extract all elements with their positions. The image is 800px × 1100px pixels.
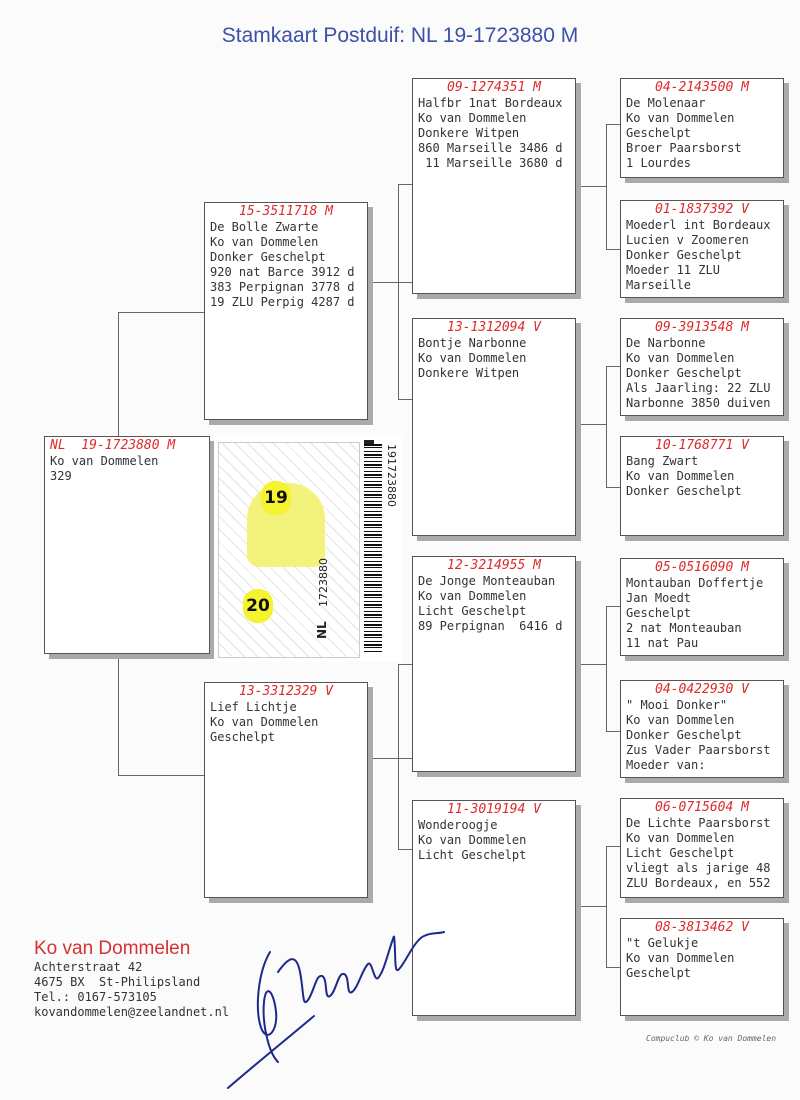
card-line: Als Jaarling: 22 ZLU (626, 381, 771, 395)
pigeon-card-ff-mother (620, 200, 784, 298)
card-line: Geschelpt (626, 606, 692, 620)
pigeon-card-mm-father (620, 798, 784, 898)
ring-year-right: 19 (261, 481, 291, 515)
pigeon-card-mm-mother (620, 918, 784, 1016)
card-line: Marseille (626, 278, 692, 292)
card-line: Lucien v Zoomeren (626, 233, 749, 247)
card-line: 860 Marseille 3486 d (418, 141, 563, 155)
breeder-email: kovandommelen@zeelandnet.nl (34, 1005, 230, 1019)
card-line: Ko van Dommelen (418, 351, 527, 365)
card-line: 2 nat Monteauban (626, 621, 742, 635)
signature (218, 912, 454, 1092)
card-line: "t Gelukje (626, 936, 699, 950)
ring-id: 12-3214955 M (447, 558, 541, 573)
card-line: Donkere Witpen (418, 126, 520, 140)
pigeon-card-father-mother (412, 318, 576, 536)
ring-id: 04-2143500 M (655, 80, 749, 95)
card-line: Geschelpt (626, 126, 692, 140)
ring-id: 06-0715604 M (655, 800, 749, 815)
barcode (364, 444, 382, 654)
card-line: 11 nat Pau (626, 636, 699, 650)
card-line: Licht Geschelpt (626, 846, 735, 860)
card-line: Licht Geschelpt (418, 848, 527, 862)
pigeon-card-mf-mother (620, 680, 784, 778)
card-line: Narbonne 3850 duiven (626, 396, 771, 410)
ring-id: 01-1837392 V (655, 202, 749, 217)
card-line: De Molenaar (626, 96, 706, 110)
card-line: 920 nat Barce 3912 d (210, 265, 355, 279)
card-line: Ko van Dommelen (626, 351, 735, 365)
card-line: Jan Moedt (626, 591, 692, 605)
card-line: Ko van Dommelen (418, 589, 527, 603)
card-line: 383 Perpignan 3778 d (210, 280, 355, 294)
card-line: Ko van Dommelen (626, 713, 735, 727)
card-line: Geschelpt (210, 730, 276, 744)
card-line: Moeder van: (626, 758, 706, 772)
pigeon-card-mother-father (412, 556, 576, 772)
breeder-address: Achterstraat 42 (34, 960, 143, 974)
card-line: Halfbr 1nat Bordeaux (418, 96, 563, 110)
pigeon-card-fm-mother (620, 436, 784, 536)
ring-id: 09-1274351 M (447, 80, 541, 95)
ring-id: NL 19-1723880 M (50, 438, 176, 453)
ring-id: 13-1312094 V (447, 320, 541, 335)
ring-id: 04-0422930 V (655, 682, 749, 697)
ring-id: 09-3913548 M (655, 320, 749, 335)
ring-country: NL (315, 621, 329, 639)
card-line: " Mooi Donker" (626, 698, 728, 712)
pigeon-card-mother (204, 682, 368, 898)
card-line: De Bolle Zwarte (210, 220, 319, 234)
card-line: Bang Zwart (626, 454, 699, 468)
card-line: Donker Geschelpt (626, 248, 742, 262)
ring-year-left: 20 (243, 589, 273, 623)
card-line: De Jonge Monteauban (418, 574, 556, 588)
card-line: Ko van Dommelen (418, 111, 527, 125)
ring-id: 10-1768771 V (655, 438, 749, 453)
card-line: Ko van Dommelen (418, 833, 527, 847)
card-line: Broer Paarsborst (626, 141, 742, 155)
ring-id: 11-3019194 V (447, 802, 541, 817)
card-line: 1 Lourdes (626, 156, 692, 170)
pigeon-card-fm-father (620, 318, 784, 416)
ring-id: 05-0516090 M (655, 560, 749, 575)
pigeon-card-main (44, 436, 210, 654)
card-line: Licht Geschelpt (418, 604, 527, 618)
breeder-block (34, 938, 229, 1020)
card-line: Donker Geschelpt (210, 250, 326, 264)
card-line: Ko van Dommelen (50, 454, 159, 468)
card-line: 11 Marseille 3680 d (418, 156, 563, 170)
card-line: Ko van Dommelen (626, 831, 735, 845)
breeder-phone: Tel.: 0167-573105 (34, 990, 157, 1004)
ring-number: 1723880 (317, 558, 330, 607)
ring-id: 08-3813462 V (655, 920, 749, 935)
card-line: Moeder 11 ZLU (626, 263, 720, 277)
card-line: Zus Vader Paarsborst (626, 743, 771, 757)
footer-note: Compuclub © Ko van Dommelen (646, 1034, 777, 1043)
card-line: Donker Geschelpt (626, 728, 742, 742)
card-line: Donker Geschelpt (626, 484, 742, 498)
card-line: 89 Perpignan 6416 d (418, 619, 563, 633)
card-line: Ko van Dommelen (626, 111, 735, 125)
breeder-name: Ko van Dommelen (34, 938, 191, 959)
card-line: Donker Geschelpt (626, 366, 742, 380)
pigeon-card-father-father (412, 78, 576, 294)
card-line: Ko van Dommelen (210, 715, 319, 729)
card-line: Ko van Dommelen (210, 235, 319, 249)
card-line: Moederl int Bordeaux (626, 218, 771, 232)
card-line: Ko van Dommelen (626, 951, 735, 965)
barcode-number: 191723880 (385, 444, 398, 507)
pigeon-card-ff-father (620, 78, 784, 178)
pigeon-card-father (204, 202, 368, 420)
card-line: vliegt als jarige 48 (626, 861, 771, 875)
card-line: 19 ZLU Perpig 4287 d (210, 295, 355, 309)
card-line: Ko van Dommelen (626, 469, 735, 483)
card-line: De Narbonne (626, 336, 706, 350)
breeder-city: 4675 BX St-Philipsland (34, 975, 201, 989)
card-line: De Lichte Paarsborst (626, 816, 771, 830)
card-line: 329 (50, 469, 72, 483)
pigeon-card-mf-father (620, 558, 784, 656)
card-line: Bontje Narbonne (418, 336, 527, 350)
card-line: Montauban Doffertje (626, 576, 764, 590)
ownership-card (218, 442, 360, 658)
card-line: Donkere Witpen (418, 366, 520, 380)
page-title: Stamkaart Postduif: NL 19-1723880 M (221, 24, 579, 47)
card-line: Wonderoogje (418, 818, 498, 832)
card-line: ZLU Bordeaux, en 552 (626, 876, 771, 890)
ring-id: 13-3312329 V (239, 684, 333, 699)
card-line: Lief Lichtje (210, 700, 297, 714)
card-line: Geschelpt (626, 966, 692, 980)
ring-id: 15-3511718 M (239, 204, 333, 219)
